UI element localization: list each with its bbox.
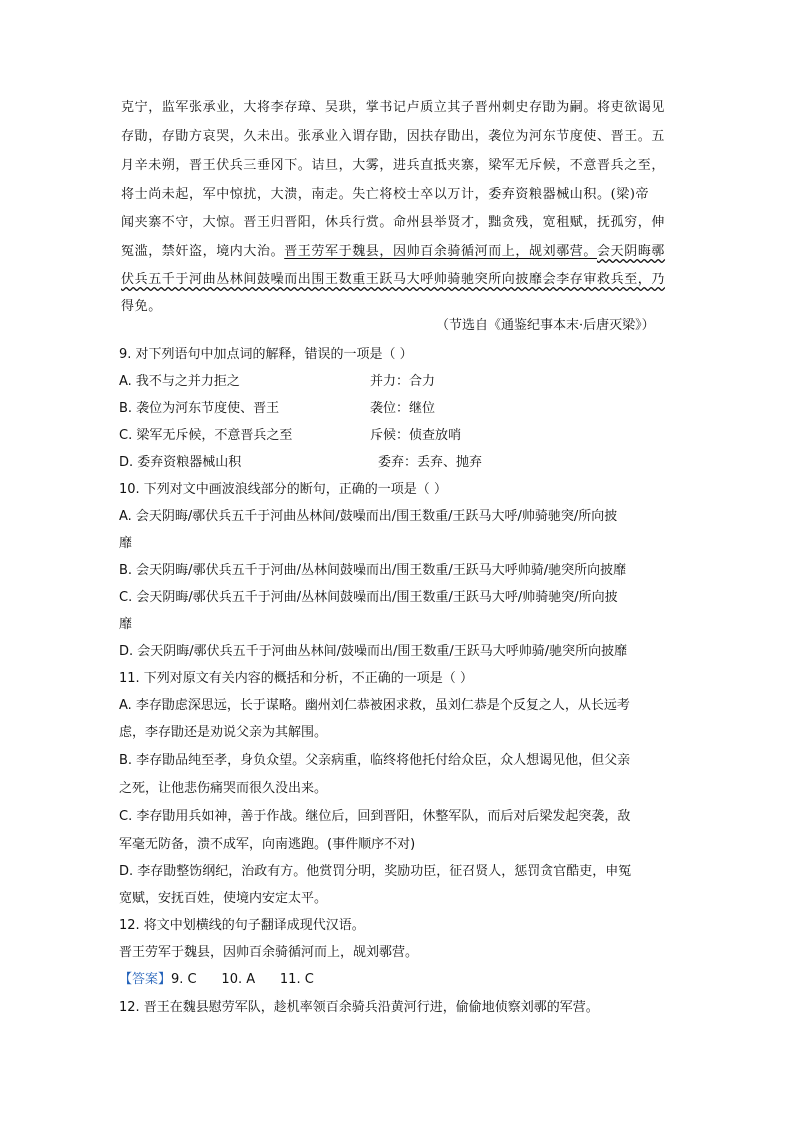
question-10-stem: 10. 下列对文中画波浪线部分的断句，正确的一项是（ ）	[119, 482, 447, 497]
q9-option-a: A. 我不与之并力拒之	[119, 374, 240, 389]
passage-line: 得免。	[121, 299, 162, 314]
passage-line: 将士尚未起，军中惊扰，大溃，南走。失亡将校士卒以万计，委弃资粮器械山积。(梁)帝	[121, 187, 650, 202]
q9-option-c: C. 梁军无斥候，不意晋兵之至	[119, 428, 293, 443]
q11-line: D. 李存勖整饬纲纪，治政有方。他赏罚分明，奖励功臣，征召贤人，惩罚贪官酷吏，申冤	[119, 864, 632, 879]
passage-line: 月辛未朔，晋王伏兵三垂冈下。诘旦，大雾，进兵直抵夹寨，梁军无斥候，不意晋兵之至，	[121, 158, 666, 173]
q11-line: C. 李存勖用兵如神，善于作战。继位后，回到晋阳，休整军队，而后对后梁发起突袭，敌	[119, 809, 631, 824]
wavy-underline-segment: 会天阴晦鄩	[597, 244, 666, 259]
q10-line: D. 会天阴晦/鄩伏兵五千于河曲丛林间/鼓噪而出/围王数重/王跃马大呼帅骑/驰突所向披靡	[119, 644, 628, 659]
q10-line: B. 会天阴晦/鄩伏兵五千于河曲/丛林间鼓噪而出/围王数重/王跃马大呼帅骑/驰突所向披靡	[119, 563, 627, 578]
q9-option-b-gloss: 袭位：继位	[370, 401, 436, 416]
question-12-stem: 12. 将文中划横线的句子翻译成现代汉语。	[119, 918, 365, 933]
answer-translation: 12. 晋王在魏县慰劳军队，趁机率领百余骑兵沿黄河行进，偷偷地侦察刘鄩的军营。	[119, 1000, 599, 1015]
q11-line: 军毫无防备，溃不成军，向南逃跑。(事件顺序不对)	[119, 837, 416, 852]
answer-line	[119, 968, 314, 987]
q9-option-a-gloss: 并力：合力	[370, 374, 436, 389]
q11-line: 虑，李存勖还是劝说父亲为其解围。	[119, 725, 328, 740]
answer-keys: 9. C 10. A 11. C	[171, 972, 314, 987]
q10-line: A. 会天阴晦/鄩伏兵五千于河曲丛林间/鼓噪而出/围王数重/王跃马大呼/帅骑驰突/所向披	[119, 509, 618, 524]
answer-tag: 【答案】	[119, 972, 172, 987]
passage-line: 克宁，监军张承业，大将李存璋、吴珙，掌书记卢质立其子晋州刺史存勖为嗣。将吏欲谒见	[121, 100, 666, 115]
q9-option-c-gloss: 斥候：侦查放哨	[370, 428, 462, 443]
underlined-sentence: 晋王劳军于魏县，因帅百余骑循河而上，觇刘鄩营。	[284, 244, 598, 259]
passage-line	[121, 268, 681, 287]
passage-line: 闻夹寨不守，大惊。晋王归晋阳，休兵行赏。命州县举贤才，黜贪残，宽租赋，抚孤穷，伸	[121, 215, 666, 230]
q10-line: 靡	[119, 536, 133, 551]
q10-line: 靡	[119, 617, 133, 632]
q10-line: C. 会天阴晦/鄩伏兵五千于河曲/丛林间鼓噪而出/围王数重/王跃马大呼/帅骑驰突/所向披	[119, 590, 618, 605]
passage-line: 存勖，存勖方哀哭，久未出。张承业入谓存勖，因扶存勖出，袭位为河东节度使、晋王。五	[121, 129, 666, 144]
passage-source: （节选自《通鉴纪事本末·后唐灭梁》）	[436, 318, 655, 333]
question-9-stem: 9. 对下列语句中加点词的解释，错误的一项是（ ）	[119, 347, 413, 362]
q11-line: A. 李存勖虑深思远，长于谋略。幽州刘仁恭被困求救，虽刘仁恭是个反复之人，从长远考	[119, 698, 630, 713]
wavy-underline-segment: 伏兵五千于河曲丛林间鼓噪而出围王数重王跃马大呼帅骑驰突所向披靡会李存审救兵至，乃	[121, 272, 666, 287]
q11-line: B. 李存勖品纯至孝，身负众望。父亲病重，临终将他托付给众臣，众人想谒见他，但父亲	[119, 753, 631, 768]
q9-option-b: B. 袭位为河东节度使、晋王	[119, 401, 280, 416]
q12-sentence: 晋王劳军于魏县，因帅百余骑循河而上，觇刘鄩营。	[119, 945, 419, 960]
q11-line: 宽赋，安抚百姓，使境内安定太平。	[119, 891, 328, 906]
passage-line: 冤滥，禁奸盗，境内大治。晋王劳军于魏县，因帅百余骑循河而上，觇刘鄩营。会天阴晦鄩	[121, 244, 666, 259]
q9-option-d-gloss: 委弃：丢弃、抛弃	[378, 455, 483, 470]
question-11-stem: 11. 下列对原文有关内容的概括和分析，不正确的一项是（ ）	[119, 671, 473, 686]
q11-line: 之死，让他悲伤痛哭而很久没出来。	[119, 781, 328, 796]
q9-option-d: D. 委弃资粮器械山积	[119, 455, 242, 470]
